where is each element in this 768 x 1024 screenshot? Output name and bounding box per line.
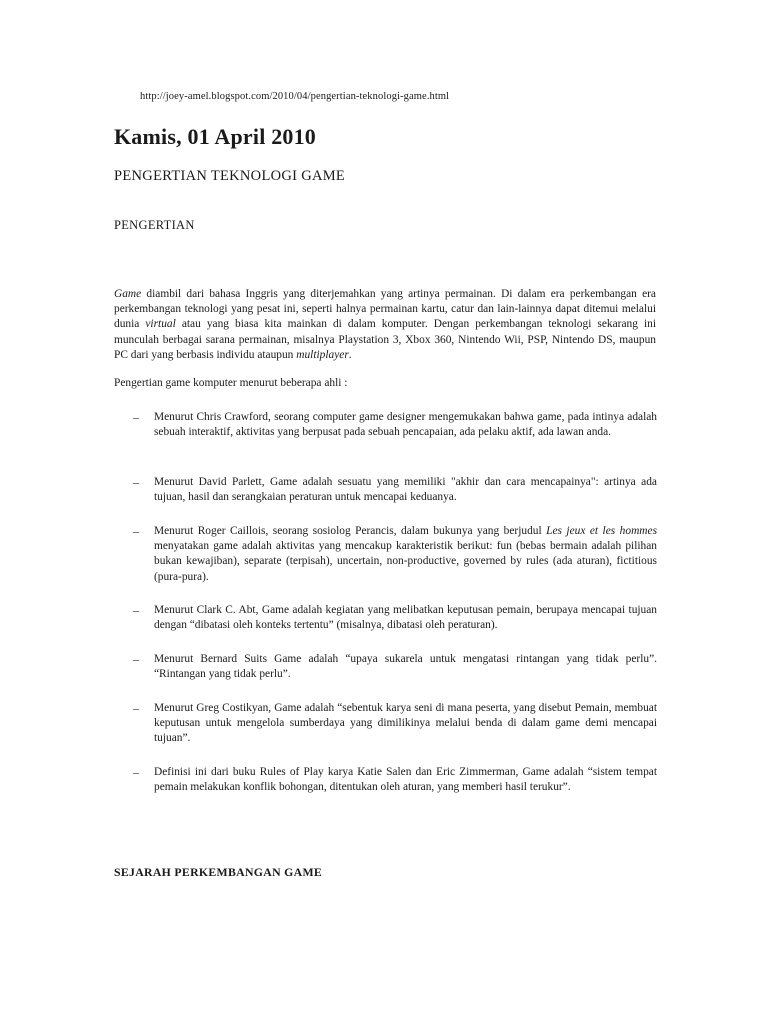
dash-bullet: – xyxy=(133,475,139,489)
paragraph-part-3: . xyxy=(348,348,352,361)
paragraph-part-1: diambil dari bahasa Inggris yang diterjemahkan yang artinya permainan. Di dalam era perkembangan era perkembangan teknologi yang pesat ini, seperti halnya permainan kartu, catur dan lain-lainnya dapat ditemui melalui dunia xyxy=(114,288,656,331)
list-item-text xyxy=(154,524,657,585)
paragraph-part-2: atau yang biasa kita mainkan di dalam komputer. Dengan perkembangan teknologi sekarang ini munculah berbagai sarana permainan, misalnya Playstation 3, Xbox 360, Nintendo Wii, PSP, Nintendo DS, maupun PC dari yang berbasis individu ataupun xyxy=(114,318,656,361)
dash-bullet: – xyxy=(133,603,139,617)
dash-bullet: – xyxy=(133,410,139,424)
multiplayer-term: multiplayer xyxy=(296,348,349,361)
list-item-text: Menurut David Parlett, Game adalah sesuatu yang memiliki "akhir dan cara mencapainya": artinya ada tujuan, hasil dan serangkaian peraturan untuk mencapai keduanya. xyxy=(154,476,657,504)
list-item xyxy=(133,410,657,440)
list-item-text-a: Menurut Roger Caillois, seorang sosiolog Perancis, dalam bukunya yang berjudul xyxy=(154,525,547,537)
list-item-text: Menurut Chris Crawford, seorang computer game designer mengemukakan bahwa game, pada intinya adalah sebuah interaktif, aktivitas yang berpusat pada sebuah pencapaian, ada pelaku aktif, ada lawan anda. xyxy=(154,411,657,439)
dash-bullet: – xyxy=(133,652,139,666)
list-item xyxy=(133,475,657,505)
date-heading: Kamis, 01 April 2010 xyxy=(114,124,317,149)
list-item-text: Definisi ini dari buku Rules of Play karya Katie Salen dan Eric Zimmerman, Game adalah “sistem tempat pemain melakukan konflik bohongan, ditentukan oleh aturan, yang memberi hasil terukur”. xyxy=(154,766,657,794)
virtual-term: virtual xyxy=(145,318,176,331)
dash-bullet: – xyxy=(133,701,139,715)
subheading: PENGERTIAN xyxy=(114,218,195,232)
dash-bullet: – xyxy=(133,524,139,538)
list-item xyxy=(133,765,657,795)
list-item-text: Menurut Greg Costikyan, Game adalah “sebentuk karya seni di mana peserta, yang disebut Pemain, membuat keputusan untuk mengelola sumberdaya yang dimilikinya melalui benda di dalam game demi mencapai tujuan”. xyxy=(154,702,657,745)
game-term: Game xyxy=(114,288,142,300)
section-heading: SEJARAH PERKEMBANGAN GAME xyxy=(114,865,323,879)
page-title: PENGERTIAN TEKNOLOGI GAME xyxy=(114,168,346,184)
list-item xyxy=(133,701,657,747)
book-title: Les jeux et les hommes xyxy=(546,525,658,537)
dash-bullet: – xyxy=(133,765,139,779)
list-item xyxy=(133,603,657,633)
list-item-text: Menurut Bernard Suits Game adalah “upaya sukarela untuk mengatasi rintangan yang tidak perlu”. “Rintangan yang tidak perlu”. xyxy=(154,653,657,681)
list-item-text-b: menyatakan game adalah aktivitas yang mencakup karakteristik berikut: fun (bebas bermain adalah pilihan bukan kewajiban), separate (terpisah), uncertain, non-productive, governed by rules (ada aturan), fictitious (pura-pura). xyxy=(154,540,657,583)
list-intro: Pengertian game komputer menurut beberapa ahli : xyxy=(114,377,348,389)
list-item-text: Menurut Clark C. Abt, Game adalah kegiatan yang melibatkan keputusan pemain, berupaya mencapai tujuan dengan “dibatasi oleh konteks tertentu” (misalnya, dibatasi oleh peraturan). xyxy=(154,604,657,632)
list-item xyxy=(133,652,657,682)
list-item xyxy=(133,524,657,585)
source-url: http://joey-amel.blogspot.com/2010/04/pengertian-teknologi-game.html xyxy=(140,91,450,102)
intro-paragraph xyxy=(114,287,656,363)
